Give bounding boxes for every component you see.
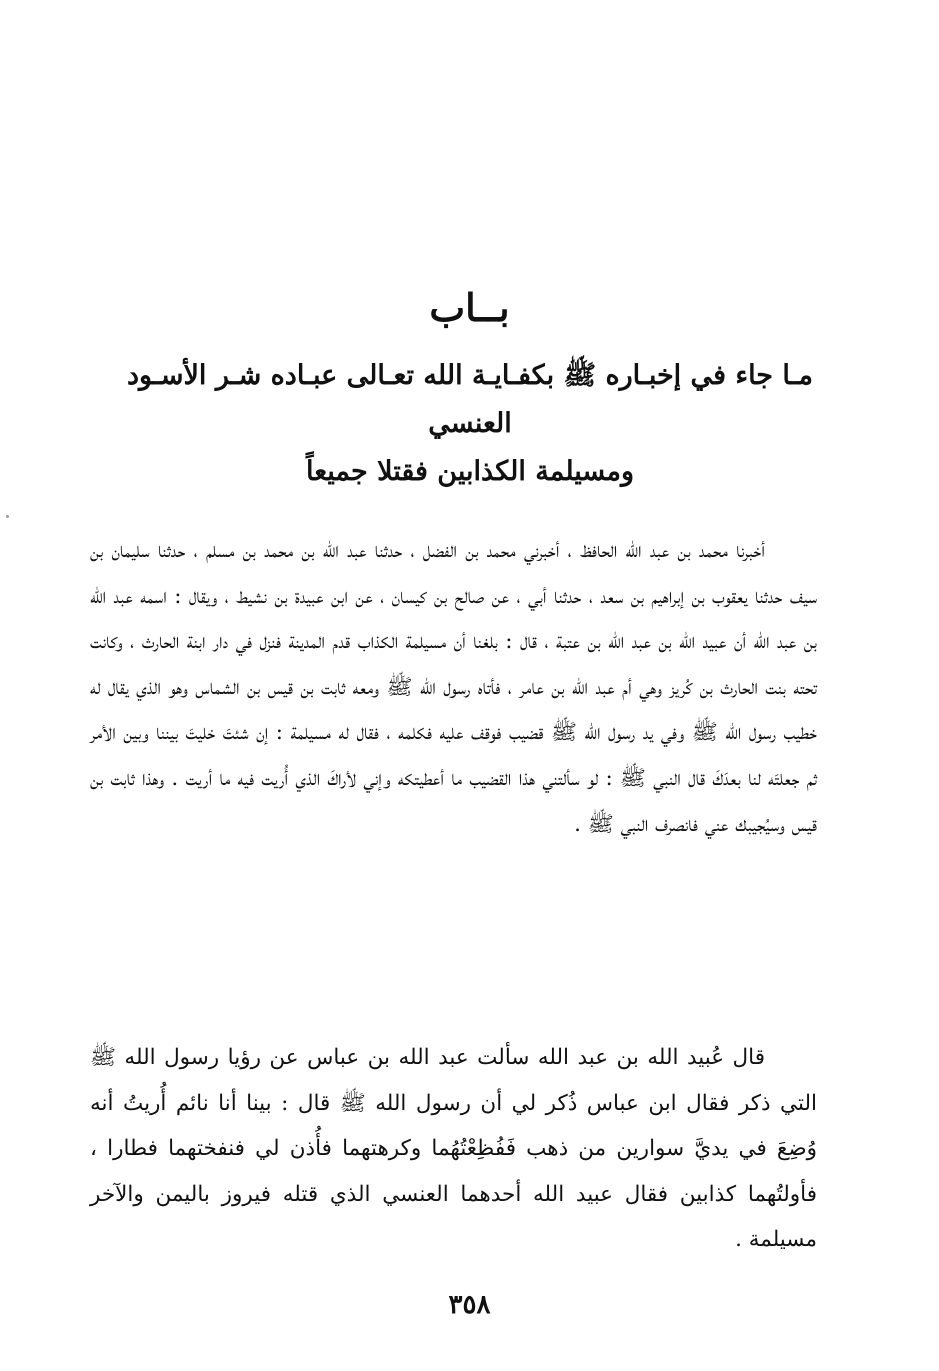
scan-speck	[6, 515, 9, 518]
chapter-title-line-2: ومسيلمة الكذابين فقتلا جميعاً	[305, 456, 634, 487]
body-paragraph-2: قال عُبيد الله بن عبد الله سألت عبد الله بن عباس عن رؤيا رسول الله ﷺ التي ذكر فقال ابن عباس ذُكر لي أن رسول الله ﷺ قال : بينا أنا نائم أُريتُ أنه وُضِعَ في يديَّ سوارين من ذهب فَفُظِعْتُهُما وكرهتهما فأُذن لي فنفختهما فطارا ، فأولتُهما كذابين فقال عبيد الله أحدهما العنسي الذي قتله فيروز باليمن والآخر مسيلمة .	[90, 1045, 817, 1253]
page-number: ٣٥٨	[448, 1290, 491, 1320]
chapter-title	[95, 352, 845, 496]
body-paragraph-1: أخبرنا محمد بن عبد الله الحافظ ، أخبرني محمد بن الفضل ، حدثنا عبد الله بن محمد بن مسلم ، حدثنا سليمان بن سيف حدثنا يعقوب بن إبراهيم بن سعد ، حدثنا أبي ، عن صالح بن كيسان ، عن ابن عبيدة بن نشيط ، ويقال : اسمه عبد الله بن عبد الله أن عبيد الله بن عبد الله بن عتبة ، قال : بلغنا أن مسيلمة الكذاب قدم المدينة فنزل في دار ابنة الحارث ، وكانت تحته بنت الحارث بن كُريز وهي أم عبد الله بن عامر ، فأتاه رسول الله ﷺ ومعه ثابت بن قيس بن الشماس وهو الذي يقال له خطيب رسول الله ﷺ وفي يد رسول الله ﷺ قضيب فوقف عليه فكلمه ، فقال له مسيلمة : إن شئتَ خليتَ بيننا وبين الأمر ثم جعلتَه لنا بعدَكَ قال النبي ﷺ : لو سألتني هذا القضيب ما أعطيتكه وإني لأراكَ الذي أُريت فيه ما أريت . وهذا ثابت بن قيس وسيُجيبك عني فانصرف النبي ﷺ .	[90, 538, 817, 837]
chapter-title-line-1: مـا جاء في إخبـاره ﷺ بكفـايـة الله تعـالى عبـاده شـر الأسـود العنسي	[127, 360, 813, 439]
chapter-label: بــاب	[429, 285, 510, 330]
